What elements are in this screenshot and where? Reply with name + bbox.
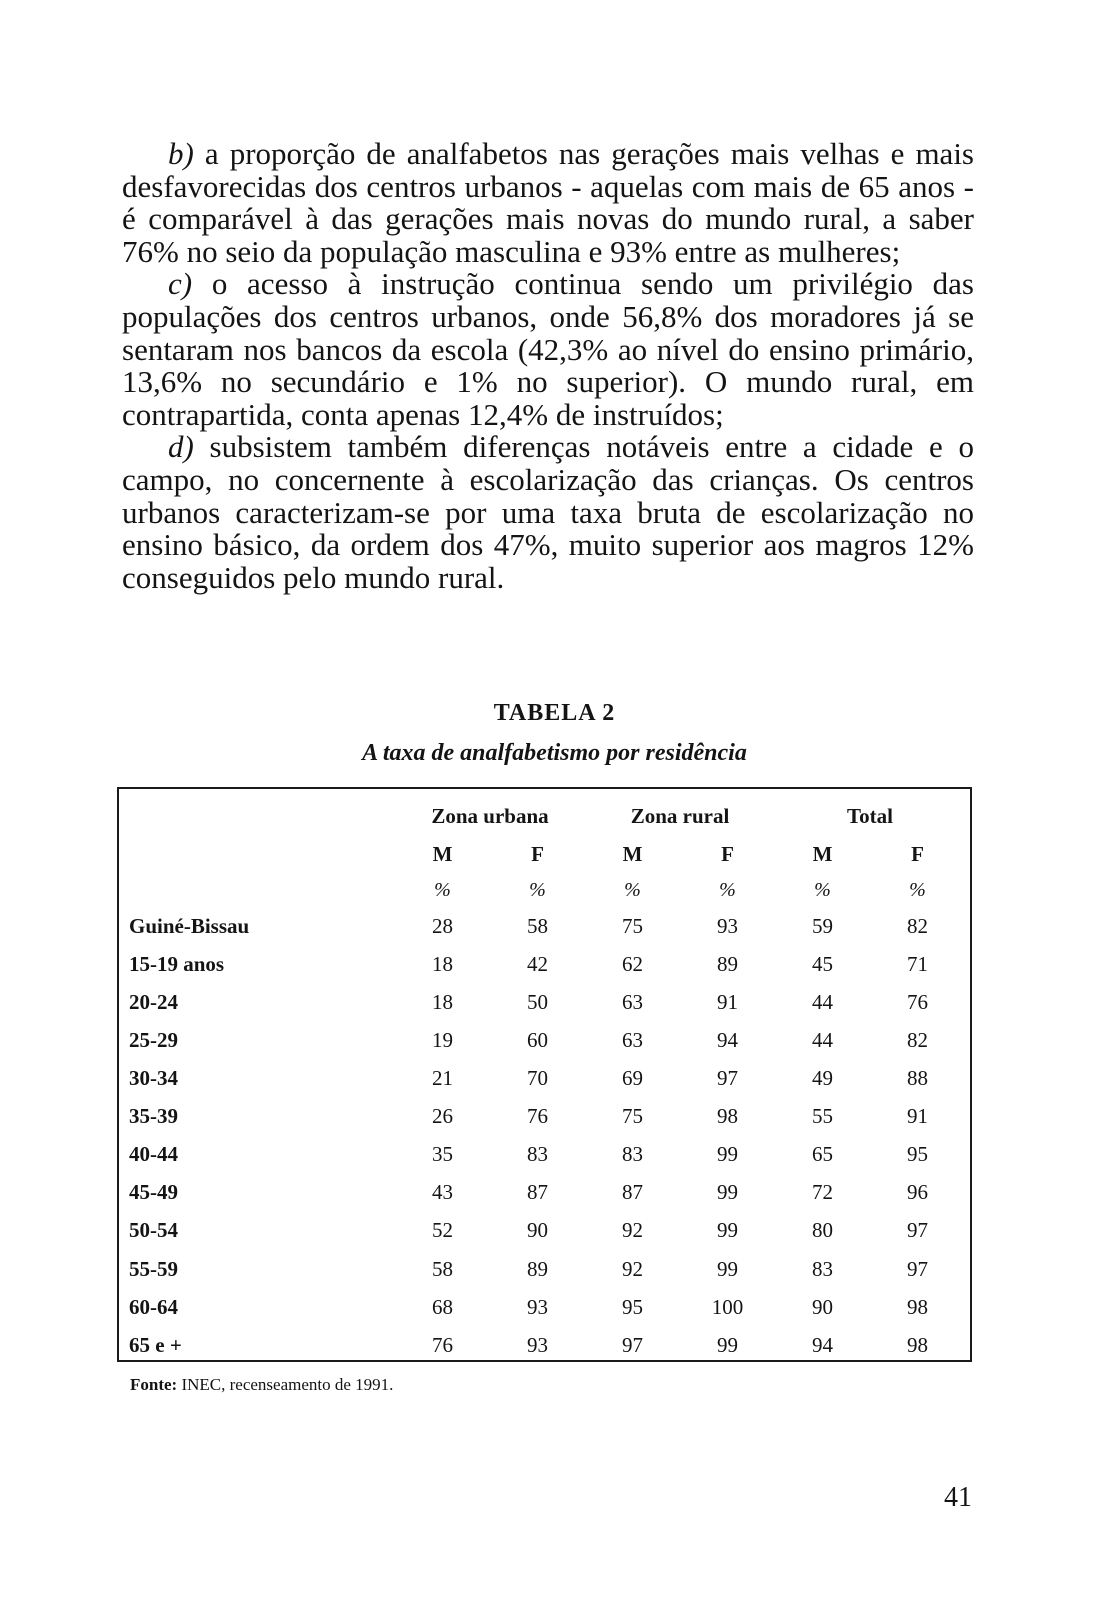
table-cell: 90 [527,1218,548,1243]
table-cell: 99 [717,1332,738,1357]
table-row [119,1288,965,1326]
table-cell: 43 [432,1180,453,1205]
table-cell: 95 [622,1294,643,1319]
table-row [119,945,965,983]
table-cell: 26 [432,1104,453,1129]
table-unit-row [119,873,965,907]
table-cell: 94 [717,1028,738,1053]
table-row [119,1212,965,1250]
table-cell: 58 [527,913,548,938]
table-cell: 89 [717,951,738,976]
table-cell: 45 [812,951,833,976]
table-cell: 35 [432,1142,453,1167]
table-cell: 99 [717,1142,738,1167]
unit-label: % [434,878,451,901]
table-cell: 91 [717,989,738,1014]
table-cell: 97 [907,1256,928,1281]
row-label: 60-64 [129,1294,178,1319]
table-cell: 93 [527,1294,548,1319]
table-cell: 99 [717,1180,738,1205]
paragraph-text: o acesso à instrução continua sendo um privilégio das populações dos centros urbanos, onde 56,8% dos moradores já se sentaram nos bancos da escola (42,3% ao nível do ensino primário, 13,6% no secundário e 1% no superior). O mundo rural, em contrapartida, conta apenas 12,4% de instruídos; [122,266,974,432]
table-cell: 90 [812,1294,833,1319]
group-header-urban: Zona urbana [431,803,549,828]
table-cell: 89 [527,1256,548,1281]
table-subtitle: A taxa de analfabetismo por residência [362,740,747,766]
table-cell: 63 [622,1028,643,1053]
table-cell: 19 [432,1028,453,1053]
table-cell: 52 [432,1218,453,1243]
table-row [119,983,965,1021]
table-cell: 82 [907,913,928,938]
row-label: 50-54 [129,1218,178,1243]
table-cell: 97 [717,1066,738,1091]
table-cell: 97 [907,1218,928,1243]
table-cell: 93 [717,913,738,938]
table-cell: 75 [622,1104,643,1129]
paragraph-marker: d) [168,429,194,465]
table-row [119,1174,965,1212]
table-cell: 68 [432,1294,453,1319]
table-cell: 87 [622,1180,643,1205]
row-label: 35-39 [129,1104,178,1129]
row-label: 65 e + [129,1332,182,1357]
table-cell: 60 [527,1028,548,1053]
table-row [119,1060,965,1098]
paragraph-b [122,138,974,268]
unit-label: % [624,878,641,901]
table-row [119,1250,965,1288]
paragraph-text: subsistem também diferenças notáveis entre a cidade e o campo, no concernente à escolarização das crianças. Os centros urbanos caracterizam-se por uma taxa bruta de escolarização no ensino básico, da ordem dos 47%, muito superior aos magros 12% conseguidos pelo mundo rural. [122,429,974,595]
table-cell: 83 [527,1142,548,1167]
table-cell: 63 [622,989,643,1014]
table-cell: 80 [812,1218,833,1243]
source-text: INEC, recenseamento de 1991. [177,1375,394,1394]
table-cell: 93 [527,1332,548,1357]
paragraph-d [122,431,974,594]
table-cell: 99 [717,1218,738,1243]
paragraph-marker: c) [168,266,193,302]
unit-label: % [909,878,926,901]
table-cell: 88 [907,1066,928,1091]
source-label: Fonte: [130,1375,178,1394]
column-header: M [622,841,643,866]
table-sex-header-row [119,835,965,873]
table-cell: 58 [432,1256,453,1281]
table-cell: 50 [527,989,548,1014]
table-cell: 95 [907,1142,928,1167]
table-cell: 83 [812,1256,833,1281]
table-row [119,1098,965,1136]
table-cell: 71 [907,951,928,976]
paragraph-c [122,268,974,431]
table-cell: 92 [622,1256,643,1281]
table-cell: 76 [432,1332,453,1357]
column-header: F [911,841,924,866]
column-header: M [812,841,833,866]
table-source [130,1375,393,1395]
table-title: TABELA 2 [493,700,616,726]
row-label: 40-44 [129,1142,178,1167]
row-label: 20-24 [129,989,178,1014]
table-cell: 62 [622,951,643,976]
row-label: 25-29 [129,1028,178,1053]
row-label: 45-49 [129,1180,178,1205]
paragraph-marker: b) [168,136,194,171]
table-cell: 42 [527,951,548,976]
table-cell: 49 [812,1066,833,1091]
table-cell: 28 [432,913,453,938]
table-cell: 70 [527,1066,548,1091]
table-cell: 44 [812,989,833,1014]
table-row [119,1326,965,1364]
table-cell: 96 [907,1180,928,1205]
table-frame [117,787,972,1362]
table-cell: 55 [812,1104,833,1129]
row-label: 15-19 anos [129,951,225,976]
table-cell: 69 [622,1066,643,1091]
table-cell: 98 [907,1294,928,1319]
group-header-rural: Zona rural [630,803,730,828]
table-cell: 72 [812,1180,833,1205]
unit-label: % [814,878,831,901]
table-cell: 44 [812,1028,833,1053]
table-cell: 76 [907,989,928,1014]
row-label: 55-59 [129,1256,178,1281]
row-label: Guiné-Bissau [129,913,250,938]
table-cell: 76 [527,1104,548,1129]
unit-label: % [529,878,546,901]
table-cell: 82 [907,1028,928,1053]
table-row [119,1021,965,1059]
column-header: M [432,841,453,866]
body-text [122,138,974,594]
table-group-header-row [119,797,965,835]
table-cell: 100 [711,1294,744,1319]
group-header-total: Total [847,803,893,828]
table-cell: 87 [527,1180,548,1205]
table-cell: 21 [432,1066,453,1091]
table-cell: 92 [622,1218,643,1243]
table-cell: 97 [622,1332,643,1357]
column-header: F [531,841,544,866]
table-cell: 99 [717,1256,738,1281]
table-cell: 59 [812,913,833,938]
table-cell: 98 [717,1104,738,1129]
table-cell: 18 [432,989,453,1014]
table-body [119,907,965,1364]
table-cell: 83 [622,1142,643,1167]
table-cell: 75 [622,913,643,938]
table-cell: 18 [432,951,453,976]
table-row [119,907,965,945]
illiteracy-table [119,797,965,1364]
row-label: 30-34 [129,1066,178,1091]
paragraph-text: a proporção de analfabetos nas gerações mais velhas e mais desfavorecidas dos centros urbanos - aquelas com mais de 65 anos - é comparável à das gerações mais novas do mundo rural, a saber 76% no seio da população masculina e 93% entre as mulheres; [122,136,974,269]
table-cell: 94 [812,1332,833,1357]
column-header: F [721,841,734,866]
unit-label: % [719,878,736,901]
page-number: 41 [944,1482,972,1513]
table-cell: 65 [812,1142,833,1167]
table-row [119,1136,965,1174]
table-cell: 98 [907,1332,928,1357]
table-cell: 91 [907,1104,928,1129]
